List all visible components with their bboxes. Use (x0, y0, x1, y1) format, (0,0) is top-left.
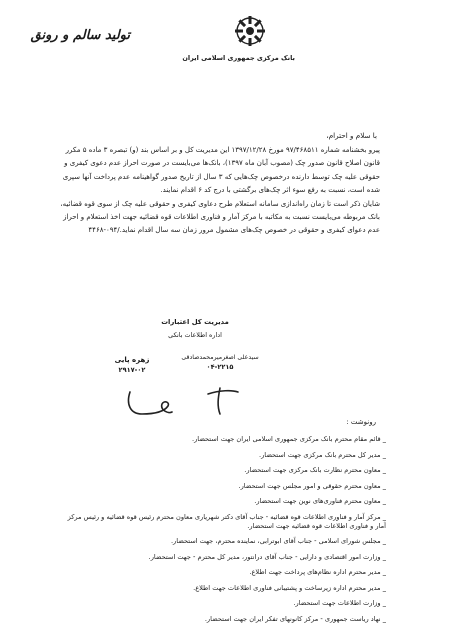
cc-item: _ وزارت امور اقتصادی و دارایی - جناب آقای درانتور، مدیر کل محترم - جهت استحضار. (148, 552, 386, 561)
cc-item: _ وزارت اطلاعات جهت استحضار. (293, 599, 386, 608)
signature-office: اداره اطلاعات بانکی (168, 331, 222, 339)
motto-logo (30, 22, 130, 56)
central-bank-logo-icon (233, 14, 267, 48)
cc-item: _ قائم مقام محترم بانک مرکزی جمهوری اسلامی ایران جهت استحضار. (192, 435, 386, 443)
cc-item: _ مدیر محترم اداره نظام‌های پرداخت جهت اطلاع. (249, 568, 386, 577)
signer-1-name: سیدعلی اصغر‌میرمحمد‌صادقی (181, 354, 259, 361)
cc-item: _ معاون محترم حقوقی و امور مجلس جهت استحضار. (238, 481, 386, 490)
body-paragraph: شایان ذکر است تا زمان راه‌اندازی سامانه استعلام طرح دعاوی کیفری و حقوقی علیه چک از سوی قوه قضائیه، بانک مربوطه می‌بایست نسبت به مکاتبه با مرکز آمار و فناوری اطلاعات قوه قضائیه جهت اخذ استعلام و احراز عدم دعوای کیفری و حقوقی در خصوص چک‌های مشمول مرور زمان سه سال اقدام نماید./۰۹۴-۴۴۶۸ (60, 199, 380, 235)
cc-item: _ معاون محترم نظارت بانک مرکزی جهت استحضار. (244, 466, 386, 475)
signer-2 (97, 356, 167, 374)
cc-item: _ مدیر محترم اداره زیرساخت و پشتیبانی فناوری اطلاعات جهت اطلاع. (193, 583, 386, 592)
signer-1 (170, 354, 270, 371)
cc-item: _ نهاد ریاست جمهوری - مرکز کانونهای تفکر ایران جهت استحضار. (204, 614, 386, 623)
cc-item: _ مرکز آمار و فناوری اطلاعات قوه قضائیه - جناب آقای دکتر شهریاری معاون محترم رئیس قوه قضائیه و رئیس مرکز آمار و فناوری اطلاعات قوه قضائیه جهت استحضار. (67, 512, 386, 530)
letter-body (50, 144, 380, 238)
signature-1-drawing (190, 380, 250, 420)
bank-logo (182, 14, 295, 62)
signer-1-code: ۰۴-۲۲۱۵ (206, 363, 234, 371)
motto-text: تولید سالم و رونق (30, 28, 130, 43)
signature-2-drawing (118, 382, 178, 422)
cc-item: _ مدیر کل محترم بانک مرکزی جهت استحضار. (259, 450, 386, 459)
cc-label: رونوشت : (346, 418, 376, 426)
bank-name: بانک مرکزی جمهوری اسلامی ایران (182, 54, 295, 62)
cc-item: _ معاون محترم فناوری‌های نوین جهت استحضار. (254, 497, 386, 506)
signer-2-code: ۲۹۱۷-۰۲ (118, 366, 146, 374)
cc-list (56, 432, 386, 628)
signature-department: مدیریت کل اعتبارات (161, 318, 229, 326)
signer-2-name: زهره پایی (114, 356, 150, 364)
cc-item: _ مجلس شورای اسلامی - جناب آقای ابوترابی، نماینده محترم، جهت استحضار. (170, 536, 386, 545)
body-paragraph: پیرو بخشنامه شماره ۹۷/۴۶۸۵۱۱ مورخ ۱۳۹۷/۱۲/۲۸ این مدیریت کل و بر اساس بند (و) تبصره ۳ ماده ۵ مکرر قانون اصلاح قانون صدور چک (مصوب آبان ماه ۱۳۹۷)، بانک‌ها می‌بایست در صورت احراز عدم دعوی کیفری و حقوقی علیه چک توسط دارنده درخصوص چک‌هایی که ۳ سال از تاریخ صدور گواهینامه عدم پرداخت آنها سپری شده است، نسبت به رفع سوء اثر چک‌های برگشتی با درج کد ۶ اقدام نمایند. (62, 146, 380, 195)
greeting: با سلام و احترام، (326, 131, 377, 140)
